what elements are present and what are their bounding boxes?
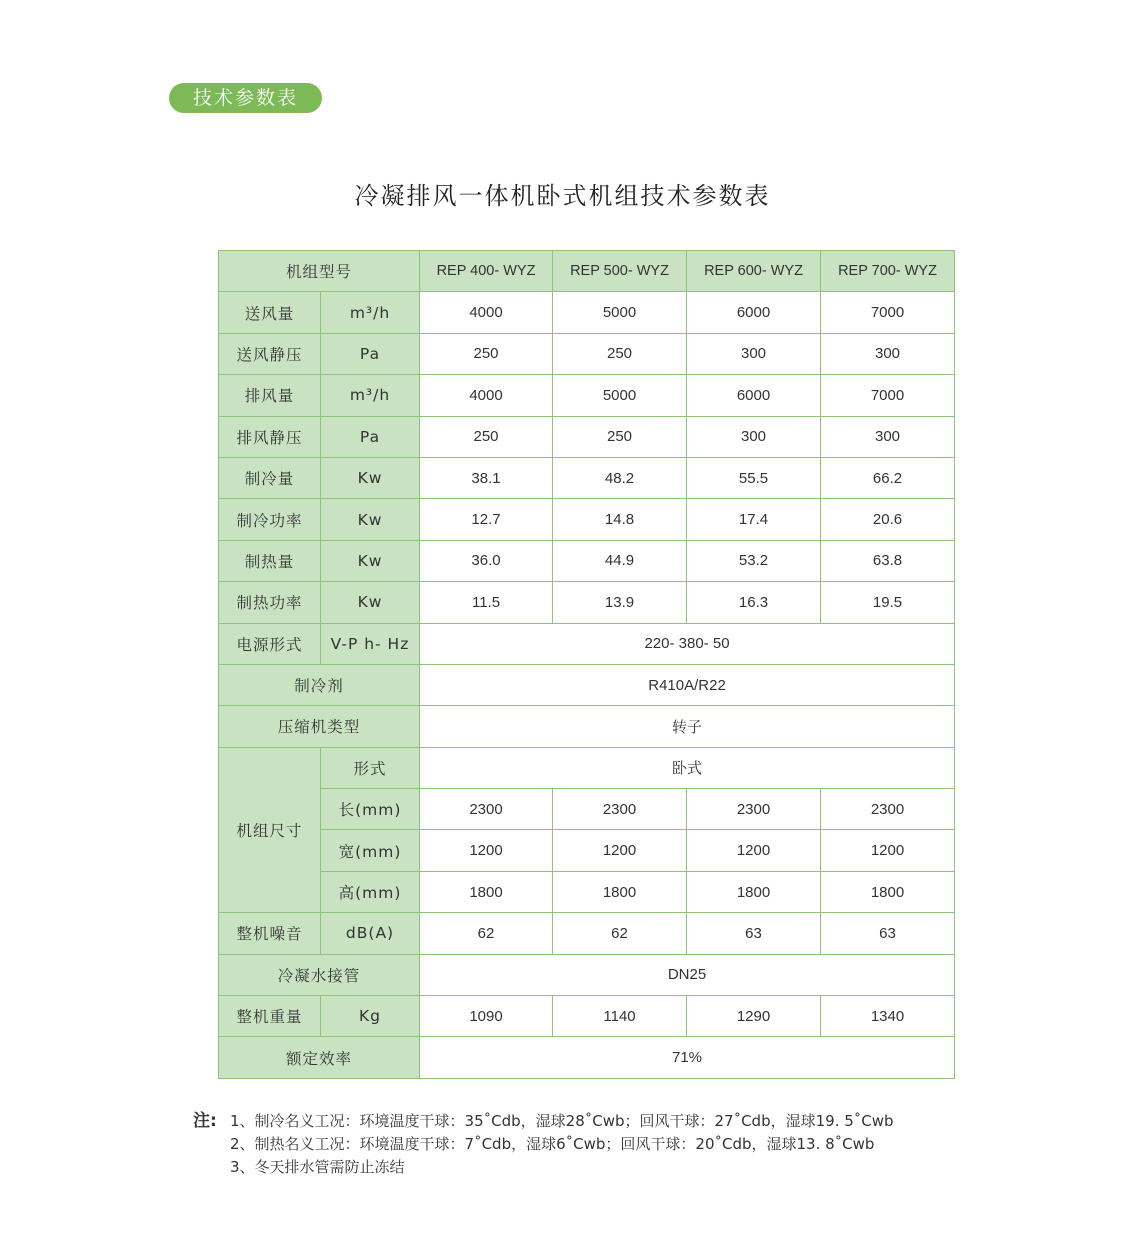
param-name: 排风静压 [219, 416, 321, 457]
param-value: 250 [553, 416, 687, 457]
param-name: 额定效率 [219, 1037, 420, 1078]
param-name: 压缩机类型 [219, 706, 420, 747]
note-item: 1、制冷名义工况：环境温度干球：35˚Cdb，湿球28˚Cwb；回风干球：27˚Cdb，湿球19. 5˚Cwb [230, 1112, 894, 1130]
param-unit: dB(A) [321, 913, 420, 954]
param-value: 1200 [553, 830, 687, 871]
note-item: 3、冬天排水管需防止冻结 [230, 1158, 405, 1176]
table-row [219, 830, 955, 871]
param-unit: 长(mm) [321, 789, 420, 830]
param-value: 6000 [687, 292, 821, 333]
param-unit: m³/h [321, 375, 420, 416]
param-value: 48.2 [553, 457, 687, 498]
param-value: 250 [420, 416, 553, 457]
param-value: 44.9 [553, 540, 687, 581]
param-unit: Pa [321, 333, 420, 374]
table-row [219, 416, 955, 457]
param-unit: m³/h [321, 292, 420, 333]
model-name: REP 700- WYZ [821, 251, 955, 292]
table-row [219, 582, 955, 623]
param-name: 制热量 [219, 540, 321, 581]
model-name: REP 600- WYZ [687, 251, 821, 292]
param-value: 2300 [553, 789, 687, 830]
param-unit: 宽(mm) [321, 830, 420, 871]
param-name: 送风量 [219, 292, 321, 333]
param-unit: V-P h- Hz [321, 623, 420, 664]
param-value: 63 [821, 913, 955, 954]
param-value: 14.8 [553, 499, 687, 540]
param-value: 1140 [553, 996, 687, 1037]
param-value: 11.5 [420, 582, 553, 623]
notes [193, 1110, 894, 1179]
param-value: 63 [687, 913, 821, 954]
param-name: 整机噪音 [219, 913, 321, 954]
param-value: 300 [821, 333, 955, 374]
param-value: 1800 [687, 871, 821, 912]
notes-lead: 注: [193, 1111, 217, 1131]
table-row [219, 871, 955, 912]
param-value: 62 [553, 913, 687, 954]
param-name: 整机重量 [219, 996, 321, 1037]
param-unit: Kw [321, 540, 420, 581]
param-value: 1200 [821, 830, 955, 871]
param-value: 4000 [420, 292, 553, 333]
param-value: 19.5 [821, 582, 955, 623]
param-value: DN25 [420, 954, 955, 995]
model-name: REP 500- WYZ [553, 251, 687, 292]
param-value: 1800 [420, 871, 553, 912]
param-name: 送风静压 [219, 333, 321, 374]
param-value: 1340 [821, 996, 955, 1037]
table-row [219, 747, 955, 788]
param-value: 300 [687, 416, 821, 457]
param-value: 220- 380- 50 [420, 623, 955, 664]
param-value: 13.9 [553, 582, 687, 623]
param-value: 300 [821, 416, 955, 457]
table-row [219, 706, 955, 747]
param-value: 20.6 [821, 499, 955, 540]
param-value: 300 [687, 333, 821, 374]
param-unit: Kw [321, 582, 420, 623]
param-name: 制热功率 [219, 582, 321, 623]
param-value: 16.3 [687, 582, 821, 623]
param-value: 71% [420, 1037, 955, 1078]
table-row [219, 333, 955, 374]
param-value: 36.0 [420, 540, 553, 581]
param-value: 5000 [553, 375, 687, 416]
param-name: 制冷剂 [219, 664, 420, 705]
param-value: 5000 [553, 292, 687, 333]
param-value: 4000 [420, 375, 553, 416]
table-row [219, 540, 955, 581]
param-unit: Kw [321, 499, 420, 540]
table-row [219, 913, 955, 954]
param-name: 制冷功率 [219, 499, 321, 540]
param-value: 6000 [687, 375, 821, 416]
param-value: 转子 [420, 706, 955, 747]
param-value: 2300 [821, 789, 955, 830]
param-value: 7000 [821, 292, 955, 333]
table-row [219, 664, 955, 705]
param-value: 250 [553, 333, 687, 374]
param-unit: Pa [321, 416, 420, 457]
table-header-row [219, 251, 955, 292]
spec-table [218, 250, 955, 1079]
param-unit: 形式 [321, 747, 420, 788]
param-value: 53.2 [687, 540, 821, 581]
page-title: 冷凝排风一体机卧式机组技术参数表 [354, 182, 771, 210]
param-value: 12.7 [420, 499, 553, 540]
table-row [219, 954, 955, 995]
table-row [219, 292, 955, 333]
model-label: 机组型号 [219, 251, 420, 292]
param-value: 1800 [553, 871, 687, 912]
param-name: 制冷量 [219, 457, 321, 498]
param-value: 2300 [687, 789, 821, 830]
param-name: 冷凝水接管 [219, 954, 420, 995]
table-row [219, 457, 955, 498]
table-row [219, 623, 955, 664]
param-unit: Kw [321, 457, 420, 498]
param-value: 17.4 [687, 499, 821, 540]
table-row [219, 375, 955, 416]
param-value: 1090 [420, 996, 553, 1037]
param-value: 250 [420, 333, 553, 374]
table-row [219, 996, 955, 1037]
model-name: REP 400- WYZ [420, 251, 553, 292]
table-row [219, 1037, 955, 1078]
table-row [219, 499, 955, 540]
param-value: 62 [420, 913, 553, 954]
param-value: 38.1 [420, 457, 553, 498]
table-row [219, 789, 955, 830]
param-value: 1200 [687, 830, 821, 871]
param-value: 1800 [821, 871, 955, 912]
param-value: 55.5 [687, 457, 821, 498]
param-value: 1290 [687, 996, 821, 1037]
param-value: 63.8 [821, 540, 955, 581]
param-value: 66.2 [821, 457, 955, 498]
param-unit: 高(mm) [321, 871, 420, 912]
param-name: 电源形式 [219, 623, 321, 664]
param-name: 排风量 [219, 375, 321, 416]
param-value: 卧式 [420, 747, 955, 788]
param-name: 机组尺寸 [219, 747, 321, 913]
param-value: R410A/R22 [420, 664, 955, 705]
section-badge: 技术参数表 [169, 83, 322, 113]
note-item: 2、制热名义工况：环境温度干球：7˚Cdb，湿球6˚Cwb；回风干球：20˚Cdb，湿球13. 8˚Cwb [230, 1135, 875, 1153]
param-value: 7000 [821, 375, 955, 416]
param-value: 2300 [420, 789, 553, 830]
param-value: 1200 [420, 830, 553, 871]
param-unit: Kg [321, 996, 420, 1037]
